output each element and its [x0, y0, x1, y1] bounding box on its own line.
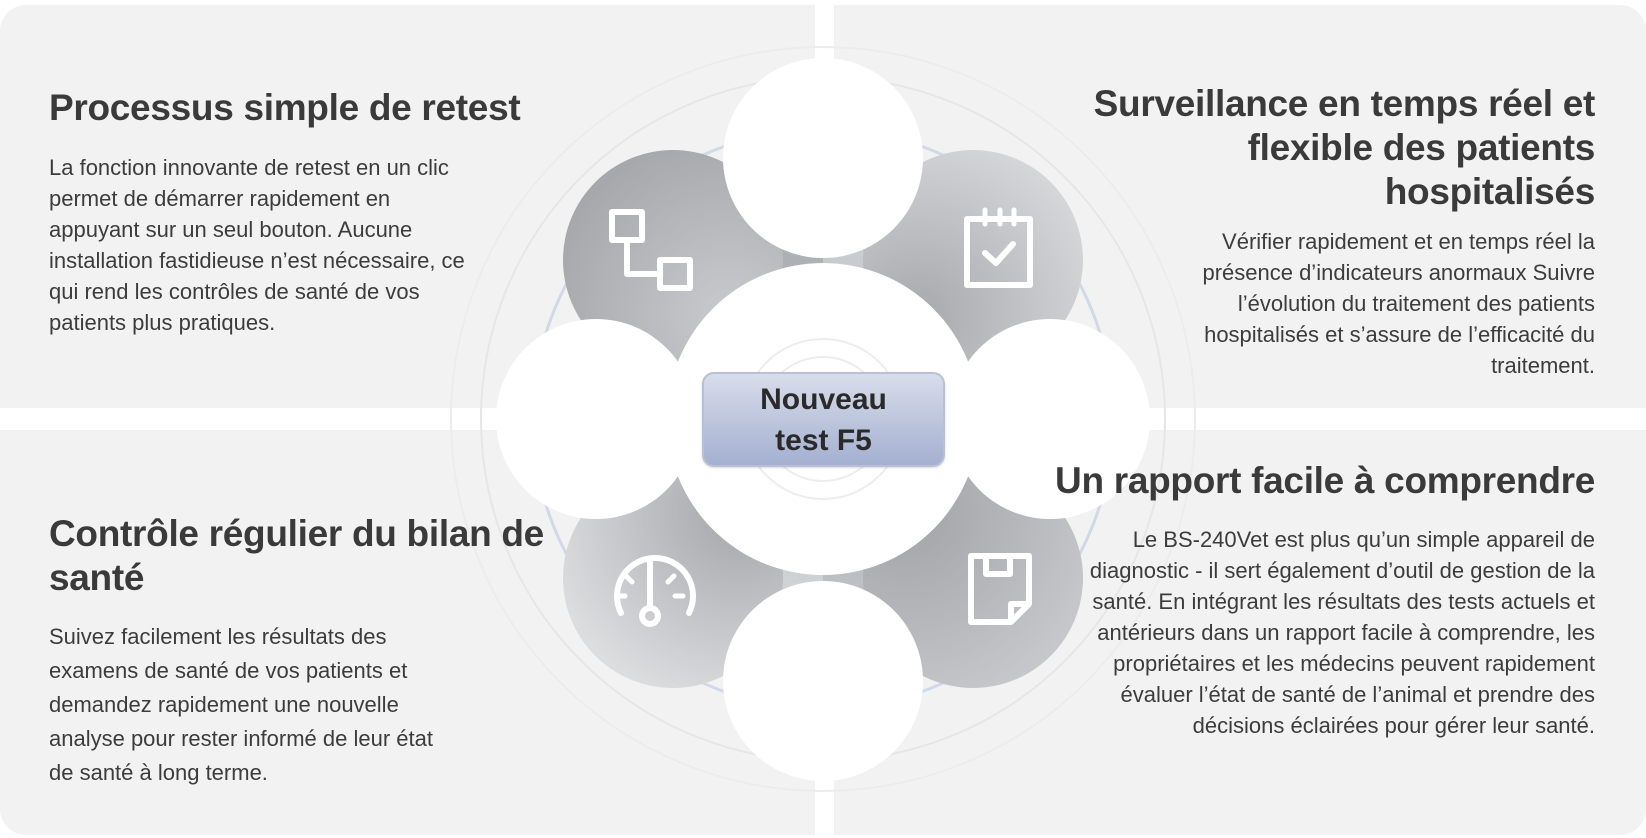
feature-report-title: Un rapport facile à comprendre	[1055, 460, 1595, 501]
feature-retest-title: Processus simple de retest	[49, 87, 521, 128]
feature-retest-body: La fonction innovante de retest en un clic permet de démarrer rapidement en appuyant sur un seul bouton. Aucune installation fastidieuse n’est nécessaire, ce qui rend les contrôles de santé de vos patients plus pratiques.	[49, 155, 465, 335]
new-test-button-label: Nouveau test F5	[760, 382, 887, 457]
feature-retest	[49, 86, 589, 338]
feature-monitoring	[1035, 82, 1595, 381]
feature-checkup	[49, 512, 589, 790]
feature-checkup-title: Contrôle régulier du bilan de santé	[49, 513, 544, 598]
feature-monitoring-title: Surveillance en temps réel et flexible des patients hospitalisés	[1093, 83, 1595, 212]
feature-monitoring-body: Vérifier rapidement et en temps réel la présence d’indicateurs anormaux Suivre l’évolution du traitement des patients hospitalisés et s’assure de l’efficacité du traitement.	[1202, 229, 1595, 378]
feature-checkup-body: Suivez facilement les résultats des examens de santé de vos patients et demandez rapidement une nouvelle analyse pour rester informé de leur état de santé à long terme.	[49, 624, 433, 785]
feature-report	[1035, 459, 1595, 741]
feature-report-body: Le BS-240Vet est plus qu’un simple appareil de diagnostic - il sert également d’outil de gestion de la santé. En intégrant les résultats des tests actuels et antérieurs dans un rapport facile à comprendre, les propriétaires et les médecins peuvent rapidement évaluer l’état de santé de l’animal et prendre des décisions éclairées pour gérer leur santé.	[1089, 527, 1595, 738]
new-test-button[interactable]	[702, 372, 945, 467]
